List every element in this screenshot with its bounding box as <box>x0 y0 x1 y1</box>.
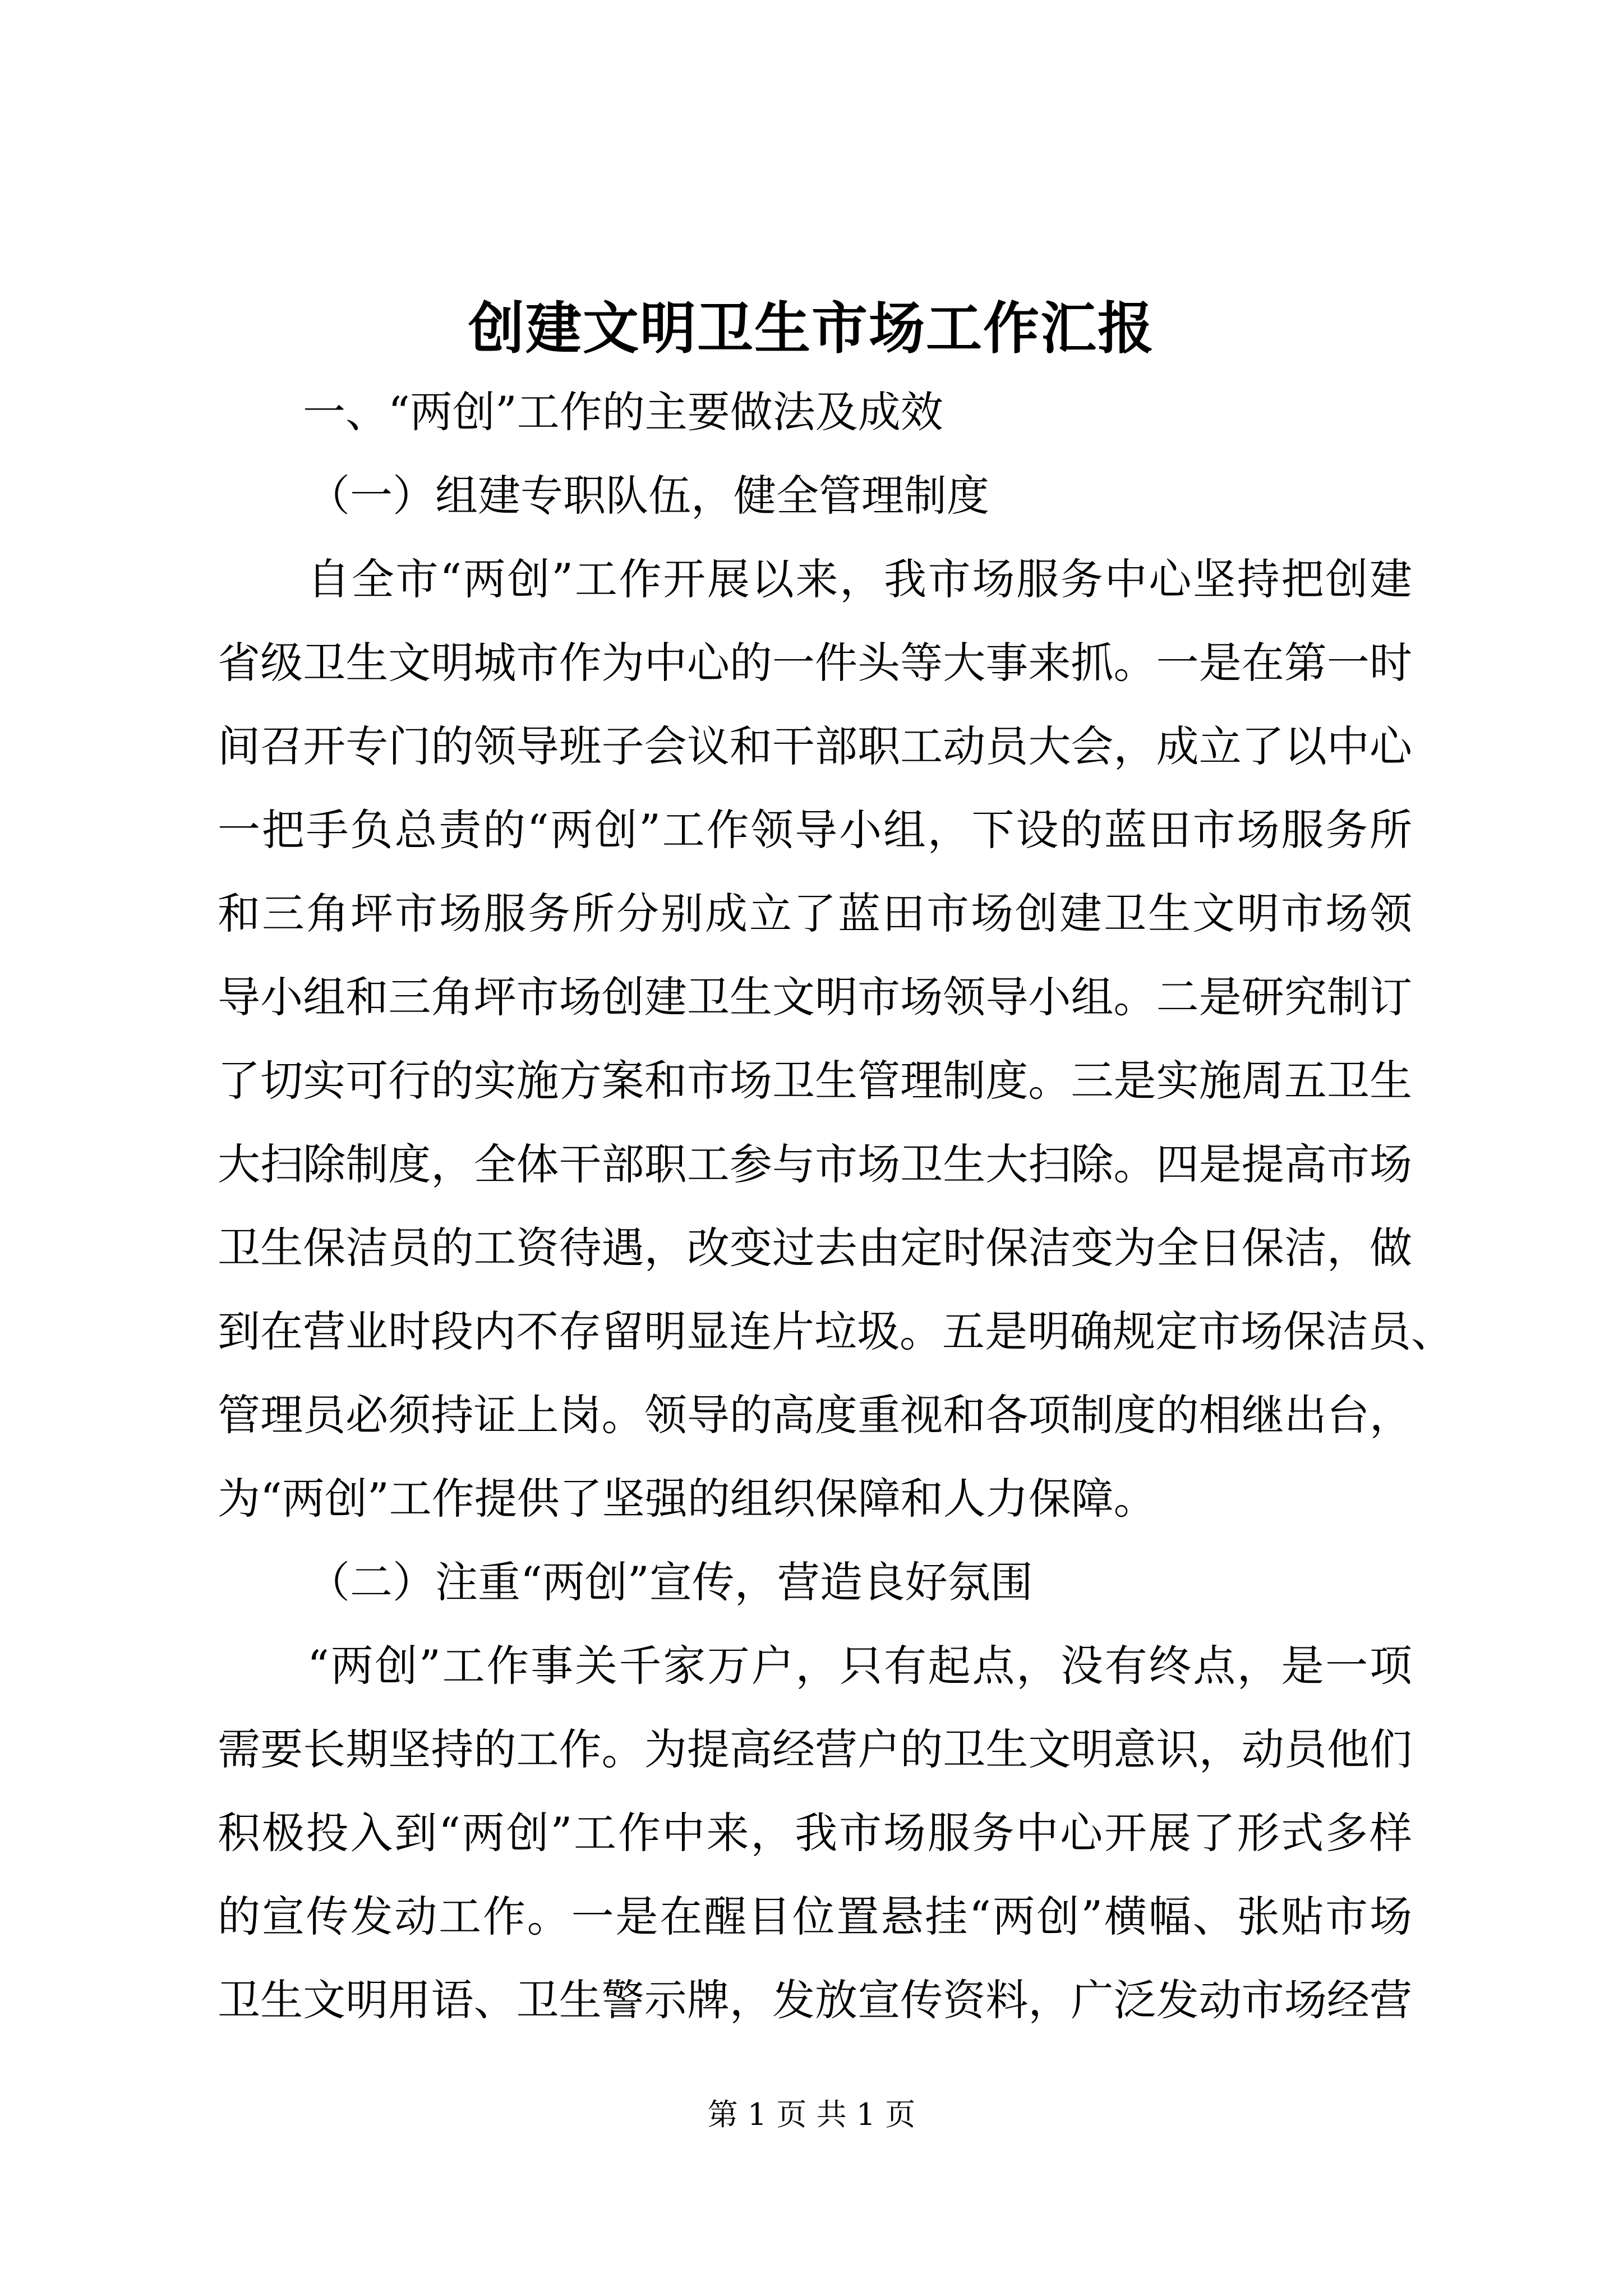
subsection-heading: （二）注重“两创”宣传，营造良好氛围 <box>307 1557 1033 1607</box>
paragraph-line: “两创”工作事关千家万户，只有起点，没有终点，是一项 <box>307 1641 1412 1691</box>
page-number-footer: 第 1 页 共 1 页 <box>707 2097 916 2132</box>
paragraph-line: 到在营业时段内不存留明显连片垃圾。五是明确规定市场保洁员、 <box>218 1306 1454 1356</box>
paragraph-line: 一把手负总责的“两创”工作领导小组，下设的蓝田市场服务所 <box>218 805 1412 855</box>
paragraph-line: 自全市“两创”工作开展以来，我市场服务中心坚持把创建 <box>307 554 1412 604</box>
subsection-heading: （一）组建专职队伍，健全管理制度 <box>307 471 989 521</box>
paragraph-line: 为“两创”工作提供了坚强的组织保障和人力保障。 <box>218 1474 1156 1524</box>
paragraph-line: 省级卫生文明城市作为中心的一件头等大事来抓。一是在第一时 <box>218 638 1412 688</box>
paragraph-line: 和三角坪市场服务所分别成立了蓝田市场创建卫生文明市场领 <box>218 889 1412 938</box>
document-title: 创建文明卫生市场工作汇报 <box>468 295 1155 361</box>
paragraph-line: 积极投入到“两创”工作中来，我市场服务中心开展了形式多样 <box>218 1808 1412 1858</box>
paragraph-line: 大扫除制度，全体干部职工参与市场卫生大扫除。四是提高市场 <box>218 1139 1412 1189</box>
paragraph-line: 的宣传发动工作。一是在醒目位置悬挂“两创”横幅、张贴市场 <box>218 1892 1412 1941</box>
document-body <box>218 370 1454 2042</box>
paragraph-line: 卫生保洁员的工资待遇，改变过去由定时保洁变为全日保洁，做 <box>218 1223 1412 1273</box>
paragraph-line: 卫生文明用语、卫生警示牌，发放宣传资料，广泛发动市场经营 <box>218 1975 1412 2025</box>
paragraph-line: 管理员必须持证上岗。领导的高度重视和各项制度的相继出台， <box>218 1390 1412 1440</box>
paragraph-line: 导小组和三角坪市场创建卫生文明市场领导小组。二是研究制订 <box>218 972 1412 1022</box>
paragraph-line: 间召开专门的领导班子会议和干部职工动员大会，成立了以中心 <box>218 721 1412 771</box>
paragraph-line: 需要长期坚持的工作。为提高经营户的卫生文明意识，动员他们 <box>218 1724 1412 1774</box>
paragraph-line: 了切实可行的实施方案和市场卫生管理制度。三是实施周五卫生 <box>218 1056 1412 1106</box>
section-heading: 一、“两创”工作的主要做法及成效 <box>303 387 943 437</box>
